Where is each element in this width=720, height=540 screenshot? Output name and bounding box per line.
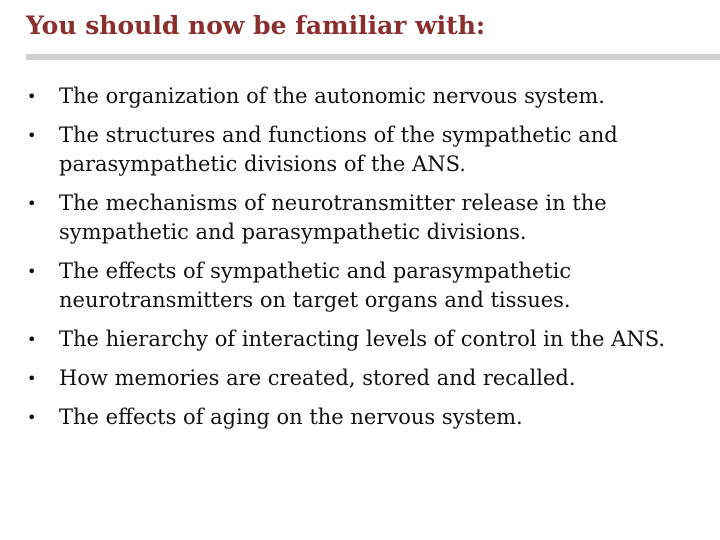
bullet-text: How memories are created, stored and recalled. <box>59 366 576 390</box>
bullet-text: The effects of sympathetic and parasympathetic neurotransmitters on target organs and tissues. <box>59 259 572 312</box>
bullet-item <box>27 325 717 354</box>
title-divider <box>26 54 720 60</box>
bullet-item <box>27 364 717 393</box>
slide-title: You should now be familiar with: <box>26 11 486 40</box>
bullet-text: The hierarchy of interacting levels of control in the ANS. <box>59 327 666 351</box>
bullet-icon: • <box>27 330 37 349</box>
bullet-text: The structures and functions of the sympathetic and parasympathetic divisions of the ANS. <box>59 123 618 176</box>
bullet-icon: • <box>27 87 37 106</box>
bullet-icon: • <box>27 194 37 213</box>
bullet-item <box>27 121 717 179</box>
bullet-item <box>27 189 717 247</box>
bullet-icon: • <box>27 408 37 427</box>
bullet-icon: • <box>27 126 37 145</box>
bullet-item <box>27 257 717 315</box>
bullet-item <box>27 82 717 111</box>
bullet-item <box>27 403 717 432</box>
bullet-text: The mechanisms of neurotransmitter release in the sympathetic and parasympathetic divisions. <box>59 191 607 244</box>
bullet-list <box>27 82 717 442</box>
bullet-icon: • <box>27 262 37 281</box>
bullet-text: The effects of aging on the nervous system. <box>59 405 523 429</box>
bullet-icon: • <box>27 369 37 388</box>
bullet-text: The organization of the autonomic nervous system. <box>59 84 605 108</box>
